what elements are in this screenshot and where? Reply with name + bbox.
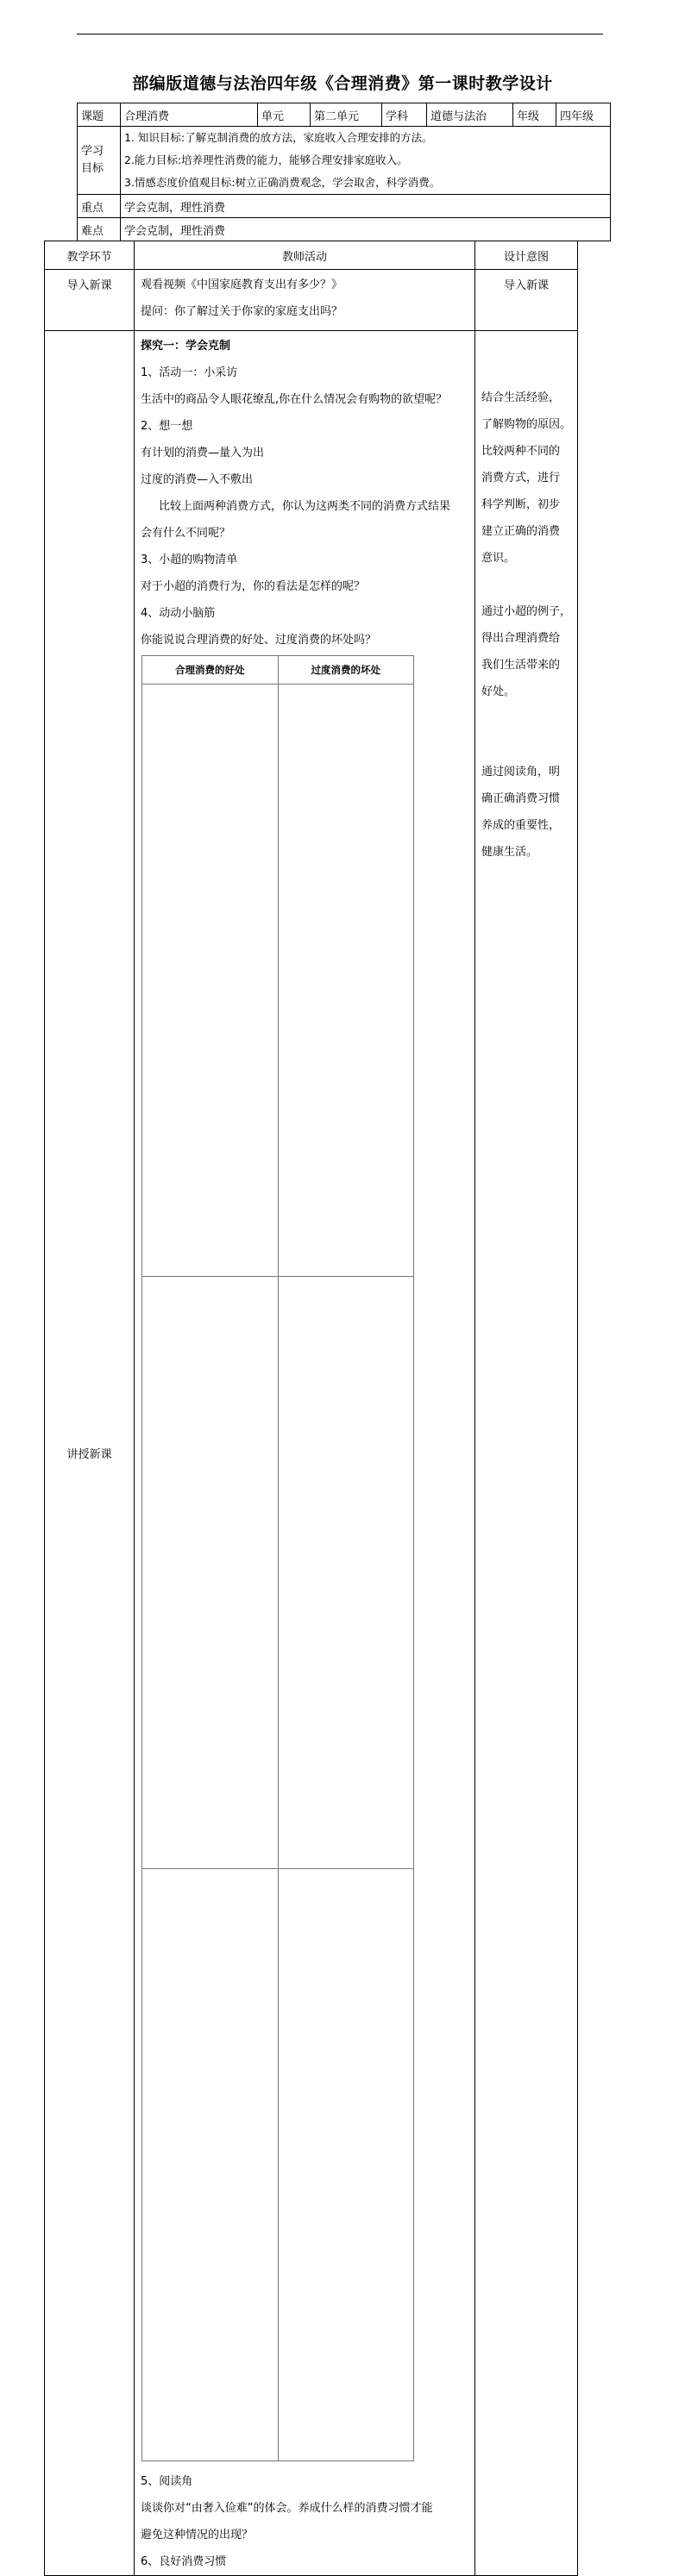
grade-value: 四年级 (556, 103, 611, 127)
difficulty-label: 难点 (78, 218, 121, 241)
pros-cell[interactable] (142, 685, 279, 1277)
goals-label-line: 学习 (81, 145, 104, 158)
course-info-table (77, 103, 611, 241)
intent-line: 比较两种不同的 (481, 445, 561, 458)
intent-line: 通过小超的例子， (481, 605, 572, 618)
activity-line: 4、动动小脑筋 (141, 607, 216, 620)
grade-label: 年级 (513, 103, 556, 127)
goals-label (78, 127, 121, 195)
activity-line: 2、想一想 (141, 420, 193, 433)
intent-line: 我们生活带来的 (481, 659, 561, 672)
pros-cell[interactable] (142, 1869, 279, 2461)
intent-line: 意识。 (481, 552, 516, 565)
difficulty-value: 学会克制，理性消费 (121, 218, 611, 241)
goal-item: 2.能力目标:培养理性消费的能力，能够合理安排家庭收入。 (124, 153, 408, 166)
goals-list (121, 127, 611, 195)
activity-line: 生活中的商品令人眼花缭乱,你在什么情况会有购物的欲望呢？ (141, 393, 448, 406)
cons-cell[interactable] (278, 685, 414, 1277)
cons-cell[interactable] (278, 1277, 414, 1869)
cons-header: 过度消费的坏处 (278, 656, 414, 685)
intro-activity (135, 270, 475, 331)
goal-item: 3.情感态度价值观目标:树立正确消费观念，学会取舍，科学消费。 (124, 176, 441, 189)
unit-label: 单元 (258, 103, 311, 127)
section-heading: 探究一：学会克制 (141, 340, 231, 353)
topic-value: 合理消费 (121, 103, 258, 127)
activity-line: 6、良好消费习惯 (141, 2555, 227, 2568)
goal-item: 1. 知识目标:了解克制消费的放方法，家庭收入合理安排的方法。 (124, 131, 433, 144)
intro-stage: 导入新课 (45, 270, 135, 331)
intro-line: 观看视频《中国家庭教育支出有多少？》 (141, 278, 343, 291)
unit-value: 第二单元 (311, 103, 382, 127)
pros-cell[interactable] (142, 1277, 279, 1869)
subject-label: 学科 (382, 103, 427, 127)
topic-label: 课题 (78, 103, 121, 127)
goals-label-line: 目标 (81, 162, 104, 175)
pros-header: 合理消费的好处 (142, 656, 279, 685)
intent-line: 养成的重要性， (481, 819, 561, 832)
key-label: 重点 (78, 195, 121, 218)
intro-line: 提问：你了解过关于你家的家庭支出吗？ (141, 305, 343, 318)
activity-line: 你能说说合理消费的好处、过度消费的坏处吗？ (141, 634, 377, 647)
intent-line: 科学判断，初步 (481, 498, 561, 511)
lesson-plan-table (44, 241, 578, 2576)
lesson-stage: 讲授新课 (45, 331, 135, 2576)
activity-line: 3、小超的购物清单 (141, 553, 238, 566)
activity-line: 比较上面两种消费方式，你认为这两类不同的消费方式结果 (159, 500, 451, 513)
intent-line: 建立正确的消费 (481, 525, 561, 538)
activity-line: 谈谈你对“由奢入俭难”的体会。养成什么样的消费习惯才能 (141, 2502, 433, 2515)
key-value: 学会克制，理性消费 (121, 195, 611, 218)
intent-line: 结合生活经验， (481, 391, 561, 404)
pros-cons-table (141, 655, 414, 2461)
activity-line: 有计划的消费—量入为出 (141, 447, 265, 460)
intent-line: 得出合理消费给 (481, 632, 561, 645)
intro-intent: 导入新课 (475, 270, 578, 331)
lesson-intent (475, 331, 578, 2576)
intent-line: 好处。 (481, 685, 516, 698)
subject-value: 道德与法治 (427, 103, 513, 127)
activity-line: 对于小超的消费行为，你的看法是怎样的呢？ (141, 580, 366, 593)
activity-line: 会有什么不同呢？ (141, 527, 231, 540)
intent-line: 了解购物的原因。 (481, 418, 572, 431)
activity-line: 5、阅读角 (141, 2475, 193, 2488)
intent-line: 健康生活。 (481, 846, 538, 859)
intent-line: 消费方式，进行 (481, 472, 561, 485)
header-teacher-activity: 教师活动 (135, 241, 475, 270)
activity-line: 避免这种情况的出现？ (141, 2529, 254, 2542)
cons-cell[interactable] (278, 1869, 414, 2461)
header-design-intent: 设计意图 (475, 241, 578, 270)
intent-line: 通过阅读角，明 (481, 766, 561, 778)
lesson-activity (135, 331, 475, 2576)
header-stage: 教学环节 (45, 241, 135, 270)
activity-line: 过度的消费—入不敷出 (141, 473, 254, 486)
activity-line: 1、活动一：小采访 (141, 366, 238, 379)
page-title: 部编版道德与法治四年级《合理消费》第一课时教学设计 (132, 74, 553, 93)
intent-line: 确正确消费习惯 (481, 792, 561, 805)
